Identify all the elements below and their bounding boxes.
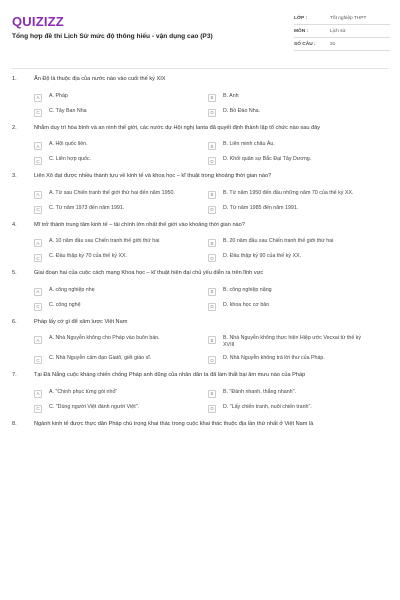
quizizz-logo: QUIZIZZ (12, 14, 64, 29)
answer-option[interactable] (34, 302, 190, 311)
option-letter-box: D (208, 303, 216, 311)
option-letter-box: C (34, 206, 42, 214)
question-text: Mĩ trở thành trung tâm kinh tế – tài chính lớn nhất thế giới vào khoảng thời gian nào? (34, 221, 245, 228)
option-text: A. Pháp (49, 92, 68, 99)
option-letter-box: A (34, 191, 42, 199)
question-number: 2. (12, 124, 17, 131)
option-letter-box: A (34, 94, 42, 102)
option-letter-box: D (208, 206, 216, 214)
option-letter-box: D (208, 157, 216, 165)
option-text: B. Anh (223, 92, 239, 99)
option-text: B. Nhà Nguyễn không thực hiện Hiệp ước Vecxai từ thế kỷ XVIII (223, 335, 362, 348)
answer-option[interactable] (208, 389, 364, 398)
option-letter-box: C (34, 157, 42, 165)
answer-option[interactable] (34, 190, 190, 199)
answer-options (34, 238, 364, 262)
option-letter-box: D (208, 405, 216, 413)
option-letter-box: A (34, 142, 42, 150)
option-letter-box: D (208, 356, 216, 364)
question-text: Nhằm duy trì hòa bình và an ninh thế giới, các nước dự Hội nghị Ianta đã quyết định thành lập tổ chức nào sau đây (34, 124, 321, 131)
question-item (0, 319, 400, 365)
option-text: A. Hội quốc liên. (49, 141, 88, 147)
question-number: 7. (12, 372, 17, 378)
answer-options (34, 190, 364, 214)
option-text: B. công nghiệp nặng (223, 286, 272, 293)
option-letter-box: A (34, 288, 42, 296)
option-letter-box: B (208, 239, 216, 247)
option-letter-box: B (208, 142, 216, 150)
question-number: 3. (12, 173, 17, 179)
question-list (0, 76, 400, 436)
question-number: 1. (12, 76, 17, 82)
answer-option[interactable] (208, 335, 364, 349)
answer-option[interactable] (34, 141, 190, 150)
question-text: Ấn Độ là thuộc địa của nước nào vào cuối thế kỷ XIX (34, 76, 166, 82)
question-number: 8. (12, 420, 17, 427)
info-row-subject (294, 25, 390, 38)
answer-option[interactable] (34, 156, 190, 165)
answer-option[interactable] (208, 238, 364, 247)
option-letter-box: A (34, 390, 42, 398)
option-text: C. công nghệ (49, 301, 81, 308)
info-row-question-count (294, 38, 390, 51)
quiz-info-table (294, 12, 390, 51)
info-value: Lịch sử (330, 28, 346, 34)
answer-option[interactable] (34, 238, 190, 247)
question-item (0, 125, 400, 166)
page-title: Tổng hợp đề thi Lịch Sử mức độ thông hiểu - vận dụng cao (P3) (12, 33, 213, 40)
option-text: A. công nghiệp nhẹ (49, 286, 95, 293)
info-value: 31 (330, 41, 336, 47)
option-letter-box: A (34, 336, 42, 344)
answer-options (34, 389, 364, 413)
option-text: D. khoa học cơ bản (223, 301, 270, 308)
option-text: D. Đầu thập kỷ 90 của thế kỷ XX. (223, 253, 302, 259)
question-number: 5. (12, 270, 17, 276)
answer-option[interactable] (208, 93, 364, 102)
answer-options (34, 287, 364, 311)
question-item (0, 222, 400, 263)
answer-option[interactable] (34, 287, 190, 296)
answer-option[interactable] (208, 355, 364, 364)
answer-option[interactable] (208, 108, 364, 117)
option-letter-box: B (208, 288, 216, 296)
option-text: C. Tây Ban Nha (49, 107, 87, 114)
option-text: C. Nhà Nguyễn cấm đạo Giatô, giết giáo sĩ. (49, 355, 152, 361)
answer-option[interactable] (34, 335, 190, 349)
answer-option[interactable] (34, 389, 190, 398)
option-text: C. Đầu thập kỷ 70 của thế kỷ XX. (49, 253, 128, 259)
option-text: C. Liên hợp quốc. (49, 156, 92, 162)
option-text: D. Nhà Nguyễn không trả lời thư của Pháp. (223, 355, 325, 361)
option-text: C. "Dùng người Việt đánh người Việt". (49, 403, 140, 410)
header-divider (12, 68, 388, 69)
answer-options (34, 93, 364, 117)
answer-option[interactable] (34, 108, 190, 117)
option-letter-box: B (208, 390, 216, 398)
option-text: A. Nhà Nguyễn không cho Pháp vào buôn bán. (49, 335, 160, 341)
answer-option[interactable] (208, 302, 364, 311)
answer-option[interactable] (34, 355, 190, 364)
answer-option[interactable] (208, 253, 364, 262)
question-item (0, 76, 400, 117)
info-label: MÔN : (294, 28, 309, 34)
info-label: SỐ CÂU : (294, 41, 316, 47)
answer-options (34, 141, 364, 165)
answer-option[interactable] (208, 205, 364, 214)
option-text: B. "Đánh nhanh, thắng nhanh". (223, 388, 296, 395)
answer-option[interactable] (208, 141, 364, 150)
option-text: A. "Chinh phục từng gói nhỏ" (49, 388, 118, 395)
option-letter-box: B (208, 94, 216, 102)
option-text: B. 20 năm đầu sau Chiến tranh thế giới thứ hai (223, 238, 334, 244)
option-text: B. Liên minh châu Âu. (223, 141, 275, 147)
answer-option[interactable] (34, 253, 190, 262)
option-letter-box: D (208, 109, 216, 117)
question-text: Giai đoạn hai của cuộc cách mạng Khoa học – kĩ thuật hiện đại chủ yếu diễn ra trên lĩnh vực (34, 270, 264, 276)
question-item (0, 421, 400, 429)
answer-option[interactable] (34, 93, 190, 102)
answer-option[interactable] (208, 404, 364, 413)
question-text: Ngành kinh tế được thực dân Pháp chú trọng khai thác trong cuộc khai thác thuộc địa lần thứ nhất ở Việt Nam là (34, 420, 314, 427)
option-letter-box: B (208, 336, 216, 344)
answer-option[interactable] (34, 404, 190, 413)
question-item (0, 270, 400, 311)
option-text: D. Từ năm 1985 đến năm 1991. (223, 204, 299, 211)
document-header (0, 0, 400, 62)
option-text: D. "Lấy chiến tranh, nuôi chiến tranh". (223, 403, 312, 410)
question-text: Tại Đà Nẵng cuộc kháng chiến chống Pháp anh dũng của nhân dân ta đã làm thất bại âm mưu nào của Pháp (34, 372, 306, 378)
option-text: D. Khối quân sự Bắc Đại Tây Dương. (223, 156, 312, 162)
option-letter-box: A (34, 239, 42, 247)
answer-option[interactable] (208, 156, 364, 165)
info-row-class (294, 12, 390, 25)
answer-option[interactable] (34, 205, 190, 214)
option-letter-box: D (208, 254, 216, 262)
option-text: D. Bồ Đào Nha. (223, 107, 261, 114)
answer-option[interactable] (208, 190, 364, 199)
option-letter-box: C (34, 109, 42, 117)
option-letter-box: C (34, 405, 42, 413)
option-letter-box: C (34, 303, 42, 311)
answer-option[interactable] (208, 287, 364, 296)
option-letter-box: B (208, 191, 216, 199)
option-text: A. Từ sau Chiến tranh thế giới thứ hai đến năm 1950. (49, 189, 175, 196)
info-label: LỚP : (294, 15, 308, 21)
option-text: A. 10 năm đầu sau Chiến tranh thế giới thứ hai (49, 238, 160, 244)
info-value: Tốt nghiệp THPT (330, 15, 367, 21)
question-number: 4. (12, 221, 17, 228)
option-text: C. Từ năm 1973 đến năm 1991. (49, 204, 125, 211)
answer-options (34, 335, 364, 364)
question-text: Liên Xô đạt được nhiều thành tựu về kinh tế và khoa học – kĩ thuật trong khoảng thời gian nào? (34, 173, 272, 179)
option-letter-box: C (34, 356, 42, 364)
question-item (0, 372, 400, 413)
option-letter-box: C (34, 254, 42, 262)
option-text: B. Từ năm 1950 đến đầu những năm 70 của thế kỷ XX. (223, 189, 354, 196)
question-item (0, 173, 400, 214)
question-number: 6. (12, 318, 17, 325)
question-text: Pháp lấy cớ gì để xâm lược Việt Nam (34, 318, 128, 325)
